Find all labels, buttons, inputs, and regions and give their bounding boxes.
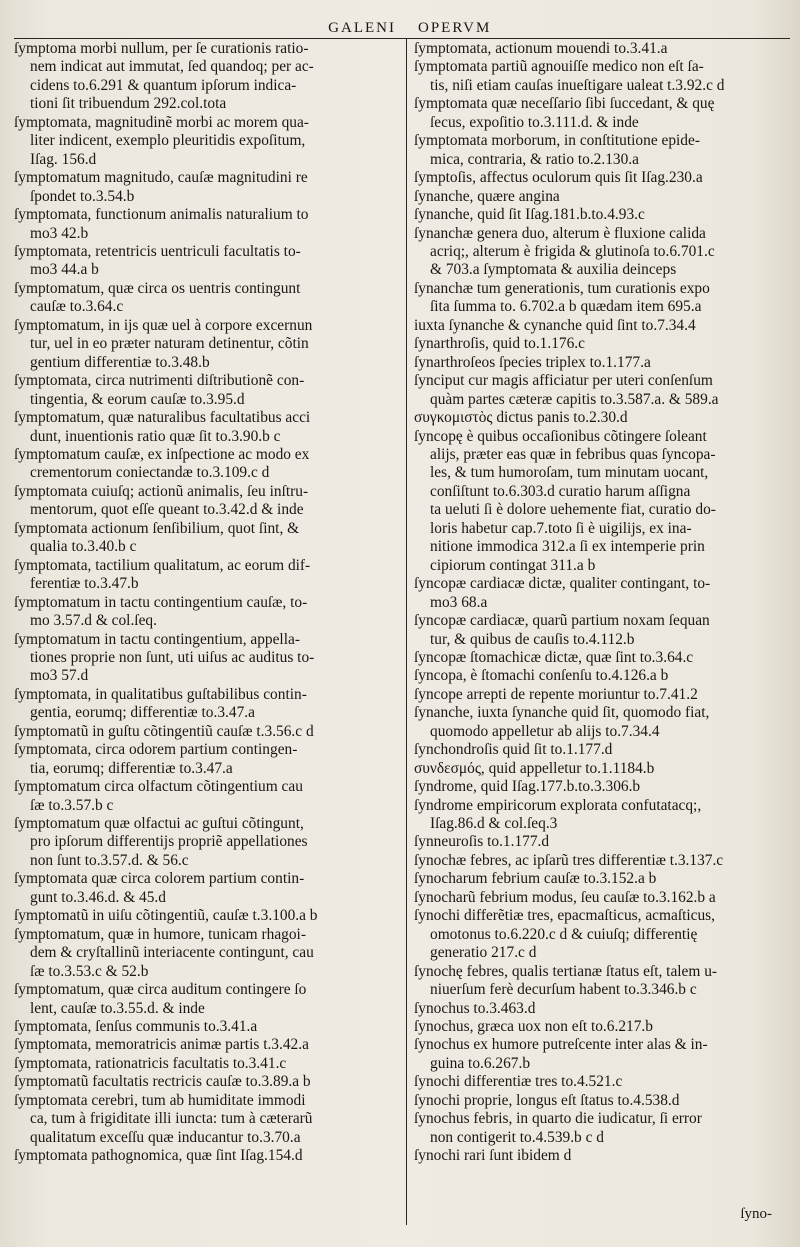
column-divider (406, 38, 407, 1225)
index-entry: ſynocharũ febrium modus, ſeu cauſæ to.3.162.b a (414, 888, 716, 906)
left-column (14, 40, 402, 1166)
index-entry: ſynciput cur magis afficiatur per uteri conſenſum quàm partes cæteræ capitis to.3.587.a. & 589.a (414, 372, 719, 408)
index-entry: ſyndrome empiricorum explorata confutatacq;, Iſag.86.d & col.ſeq.3 (414, 796, 702, 833)
index-entry: ſymptomata actionum ſenſibilium, quot ſint, & qualia to.3.40.b c (14, 519, 300, 556)
index-entry: ſymptomata, in qualitatibus guſtabilibus contin- gentia, eorumq; differentiæ to.3.47.a (14, 685, 307, 722)
index-entry: ſymptomata, circa odorem partium contingen- tia, eorumq; differentiæ to.3.47.a (14, 741, 298, 777)
index-entry: ſymptomatum, quæ naturalibus facultatibus acci dunt, inuentionis ratio quæ ſit to.3.90.b c (14, 409, 311, 445)
index-entry: ſynochus, græca uox non eſt to.6.217.b (414, 1018, 653, 1036)
index-entry: ſymptomata cuiuſq; actionũ animalis, ſeu inſtru- mentorum, quot eſſe queant to.3.42.d & inde (14, 482, 309, 519)
index-entry: ſynochus to.3.463.d (414, 999, 536, 1017)
index-entry: ſymptomata, tactilium qualitatum, ac eorum dif- ferentiæ to.3.47.b (14, 556, 311, 593)
header-left: GALENI (328, 20, 396, 36)
index-entry: ſymptoma morbi nullum, per ſe curationis ratio- nem indicat aut immutat, ſed quandoq; per ac- cidens to.6.291 & quantum ipſorum indica- tioni ſit tribuendum 292.col.tota (14, 40, 314, 113)
index-entry: ſymptomatum, quæ circa os uentris contingunt cauſæ to.3.64.c (14, 279, 301, 316)
index-entry: συνδεσμός, quid appelletur to.1.1184.b (414, 759, 655, 777)
index-entry: ſymptomatum, quæ circa auditum contingere ſo lent, cauſæ to.3.55.d. & inde (14, 981, 307, 1017)
index-entry: ſymptomata, rationatricis facultatis to.3.41.c (14, 1054, 287, 1072)
index-entry: ſymptomata, retentricis uentriculi facultatis to- mo3 44.a b (14, 242, 301, 279)
index-entry: ſymptomatũ in guſtu cõtingentiũ cauſæ t.3.56.c d (14, 722, 314, 740)
index-entry: ſynochi rari ſunt ibidem d (414, 1147, 572, 1165)
index-entry: ſymptomata, circa nutrimenti diſtributionẽ con- tingentia, & eorum cauſæ to.3.95.d (14, 372, 305, 408)
index-entry: ſymptoſis, affectus oculorum quis ſit Iſag.230.a (414, 169, 703, 187)
index-entry: ſymptomatum in tactu contingentium cauſæ, to- mo 3.57.d & col.ſeq. (14, 593, 308, 630)
index-entry: ſymptomata quæ neceſſario ſibi ſuccedant, & quę ſecus, expoſitio to.3.111.d. & inde (414, 95, 715, 131)
index-entry: ſymptomata, ſenſus communis to.3.41.a (14, 1018, 258, 1036)
running-header (0, 14, 800, 40)
index-entry: ſynochus ex humore putreſcente inter alas & in- guina to.6.267.b (414, 1036, 708, 1072)
index-entry: ſymptomata quæ circa colorem partium contin- gunt to.3.46.d. & 45.d (14, 870, 305, 906)
index-entry: ſynchondroſis quid ſit to.1.177.d (414, 741, 613, 759)
index-entry: ſynanchæ genera duo, alterum è fluxione calida acriq;, alterum è frigida & glutinoſa to.6.701.c & 703.a ſymptomata & auxilia deinceps (414, 224, 715, 279)
index-entry: ſymptomatum quæ olfactui ac guſtui cõtingunt, pro ipſorum differentijs propriẽ appellationes non ſunt to.3.57.d. & 56.c (14, 815, 308, 869)
index-entry: ſyndrome, quid Iſag.177.b.to.3.306.b (414, 778, 641, 796)
index-entry: ſymptomata cerebri, tum ab humiditate immodi ca, tum à frigiditate illi iuncta: tum à cæterarũ qualitatum exceſſu quæ inducantur to.3.70.a (14, 1091, 313, 1146)
index-entry: ſymptomata, actionum mouendi to.3.41.a (414, 40, 668, 57)
index-entry: iuxta ſynanche & cynanche quid ſint to.7.34.4 (414, 316, 696, 334)
index-entry: ſyncopæ cardiacæ dictæ, qualiter contingant, to- mo3 68.a (414, 575, 711, 611)
index-entry: ſyncopa, è ſtomachi conſenſu to.4.126.a b (414, 667, 669, 685)
index-entry: ſymptomatum in tactu contingentium, appella- tiones proprie non ſunt, uti uiſus ac auditus to- mo3 57.d (14, 630, 315, 685)
index-entry: ſymptomatum magnitudo, cauſæ magnitudini re ſpondet to.3.54.b (14, 169, 308, 205)
index-entry: ſymptomata, magnitudinẽ morbi ac morem qua- liter indicent, exemplo pleuritidis expoſitum, Iſag. 156.d (14, 113, 309, 168)
index-entry: ſynanche, iuxta ſynanche quid ſit, quomodo fiat, quomodo appelletur ab alijs to.7.34.4 (414, 704, 710, 740)
index-entry: ſynochus febris, in quarto die iudicatur, ſi error non contigerit to.4.539.b c d (414, 1110, 702, 1146)
index-entry: ſyncope arrepti de repente moriuntur to.7.41.2 (414, 685, 698, 703)
index-entry: ſymptomatũ in uiſu cõtingentiũ, cauſæ t.3.100.a b (14, 907, 318, 925)
index-entry: ſymptomatum, quæ in humore, tunicam rhagoi- dem & cryſtallinũ interiacente contingunt, cau ſæ to.3.53.c & 52.b (14, 925, 314, 980)
header-right: OPERVM (418, 20, 492, 36)
index-entry: ſymptomatũ facultatis rectricis cauſæ to.3.89.a b (14, 1073, 311, 1091)
index-entry: ſymptomata partiũ agnouiſſe medico non eſt ſa- tis, niſi etiam cauſas inueſtigare ualeat t.3.92.c d (414, 58, 725, 94)
index-entry: ſymptomatum, in ijs quæ uel à corpore excernun tur, uel in eo præter naturam detinentur, cõtin gentium differentiæ to.3.48.b (14, 316, 313, 371)
catchword: ſyno- (740, 1206, 772, 1222)
index-entry: ſynochę febres, qualis tertianæ ſtatus eſt, talem u- niuerſum ferè decurſum habent to.3.346.b c (414, 962, 718, 999)
index-entry: ſynanchæ tum generationis, tum curationis expo ſita ſumma to. 6.702.a b quædam item 695.a (414, 279, 710, 316)
index-entry: ſynanche, quid ſit Iſag.181.b.to.4.93.c (414, 206, 645, 224)
index-entry: ſynarthroſis, quid to.1.176.c (414, 335, 585, 353)
index-entry: ſyncopæ cardiacæ, quarũ partium noxam ſequan tur, & quibus de cauſis to.4.112.b (414, 612, 710, 648)
index-entry: ſynochæ febres, ac ipſarũ tres differentiæ t.3.137.c (414, 851, 724, 869)
index-entry: ſyncopæ ſtomachicæ dictæ, quæ ſint to.3.64.c (414, 648, 694, 666)
index-entry: ſynneuroſis to.1.177.d (414, 833, 550, 851)
index-entry: ſymptomata morborum, in conſtitutione epide- mica, contraria, & ratio to.2.130.a (414, 132, 700, 168)
index-entry: ſynarthroſeos ſpecies triplex to.1.177.a (414, 353, 651, 371)
index-entry: ſynanche, quære angina (414, 187, 560, 205)
index-entry: ſymptomata pathognomica, quæ ſint Iſag.154.d (14, 1147, 303, 1165)
index-entry: ſynochi differẽtiæ tres, epacmaſticus, acmaſticus, omotonus to.6.220.c d & cuiuſq; differentię generatio 217.c d (414, 907, 716, 962)
index-entry: ſymptomata, functionum animalis naturalium to mo3 42.b (14, 206, 309, 242)
index-entry: ſynochi differentiæ tres to.4.521.c (414, 1073, 623, 1091)
index-entry: ſymptomatum circa olfactum cõtingentium cau ſæ to.3.57.b c (14, 778, 303, 814)
index-entry: ſymptomata, memoratricis animæ partis t.3.42.a (14, 1036, 309, 1054)
right-column (414, 40, 794, 1166)
index-entry: ſymptomatum cauſæ, ex inſpectione ac modo ex crementorum coniectandæ to.3.109.c d (14, 445, 310, 482)
header-rule (14, 38, 790, 39)
index-entry: ſynocharum febrium cauſæ to.3.152.a b (414, 870, 657, 888)
index-entry: ſynochi proprie, longus eſt ſtatus to.4.538.d (414, 1091, 680, 1109)
index-entry: ſyncopę è quibus occaſionibus cõtingere ſoleant alijs, præter eas quæ in febribus quas ſyncopa- les, & tum humoroſam, tum minutam uocant, conſiſtunt to.6.303.d curatio harum aſſigna ta ueluti ſi è dolore uehemente fiat, curatio do- loris habetur cap.7.toto ſi è uigilijs, ex ina- nitione immodica 312.a ſi ex intemperie prin cipiorum contingat 311.a b (414, 427, 716, 574)
index-entry: συγκομιστὸς dictus panis to.2.30.d (414, 409, 628, 427)
